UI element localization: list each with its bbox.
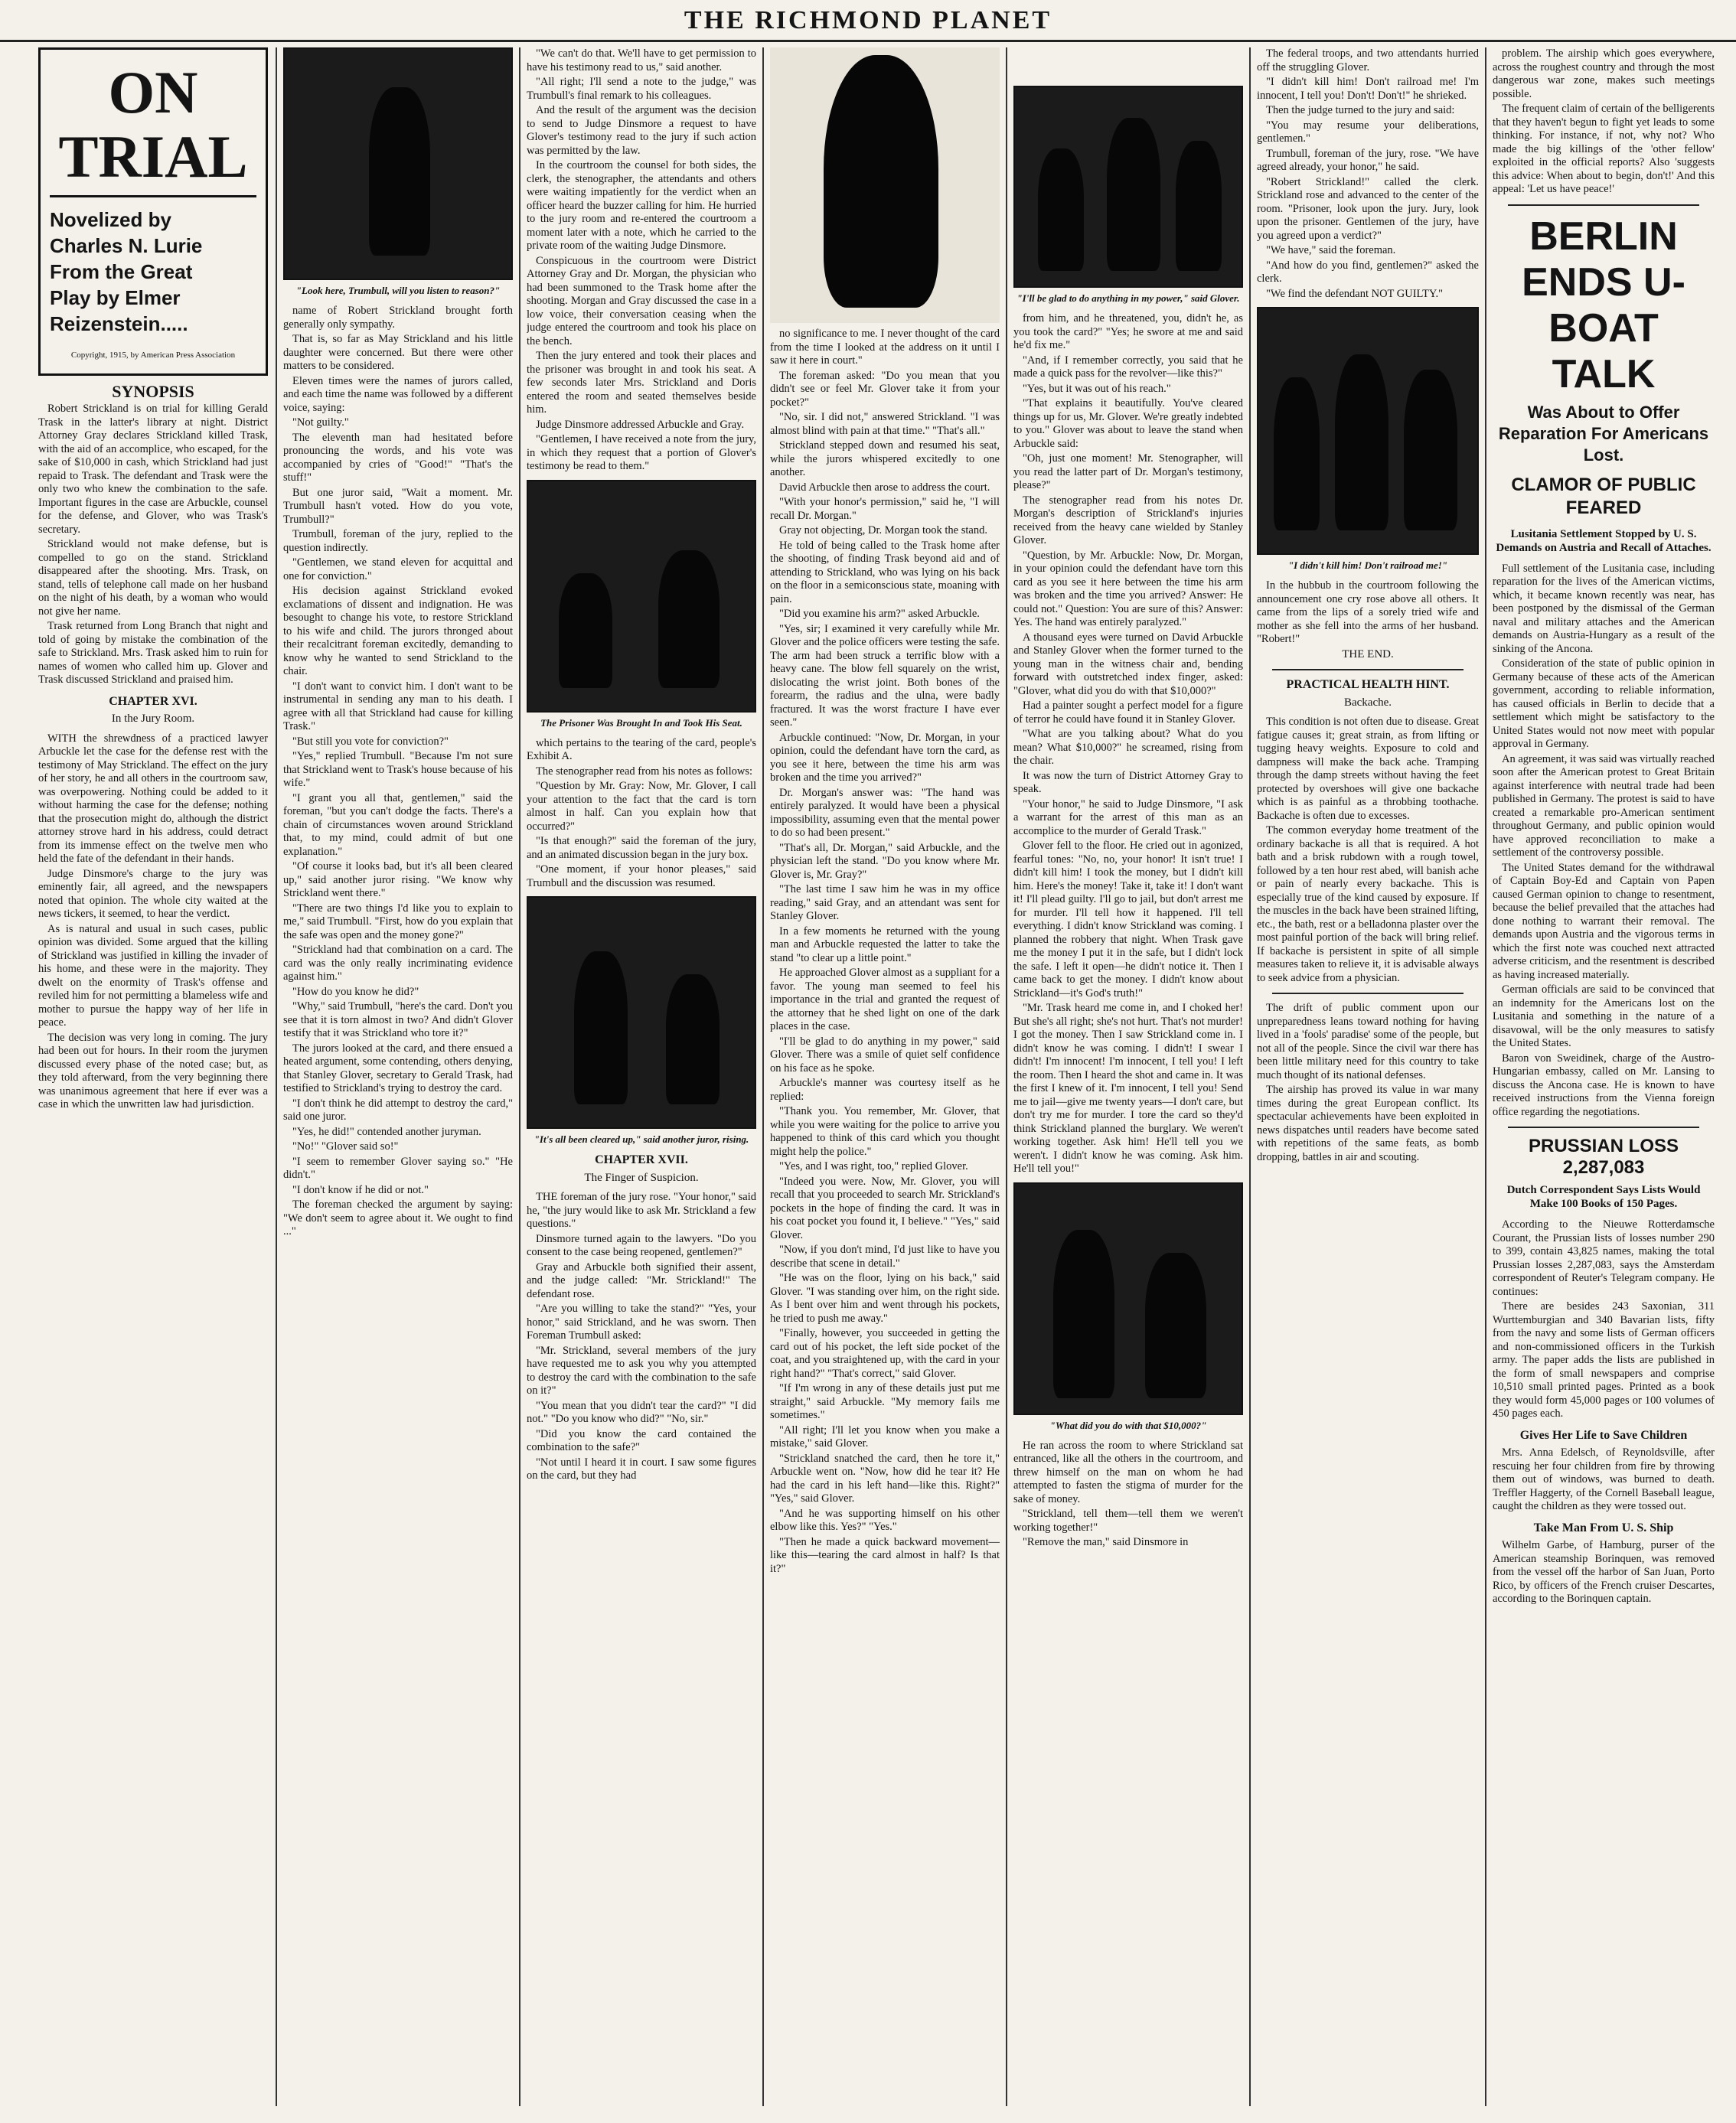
synopsis-paragraph: Robert Strickland is on trial for killing Gerald Trask in the latter's library at night. District Attorney Gray declares Strickland killed Trask, with the aid of an accomplice, who escaped, for the sake of $10,000 in cash, which Strickland had just repaid to Trask. The defendant and Trask were the only two who knew the combination to the safe. Important figures in the case are Arbuckle, counsel for the defense, and Glover, who was Trask's secretary. (38, 403, 268, 536)
photo-caption: The Prisoner Was Brought In and Took His Seat. (540, 716, 742, 729)
article-paragraph: "Of course it looks bad, but it's all been cleared up," said another juror rising. "We know why Strickland went there." (283, 860, 513, 899)
photo-caption: "Look here, Trumbull, will you listen to reason?" (295, 285, 501, 296)
serial-subtitle-line: From the Great (50, 260, 193, 283)
article-paragraph: "Mr. Trask heard me come in, and I choked her! But she's all right; she's not hurt. That's not murder! I got the money. Then I saw Strickland come in. I didn't know he was coming. I didn't! I swear I didn't! I'm innocent! I'm innocent, I tell you! I left the room. Then I heard the shot and came in. It was the first I knew of it. I'm innocent, I tell you! Send me to jail—give me twenty years—I don't care, but don't try me for murder. I tore the card so they'd think Strickland planned the burglary. We weren't working together. Ask him! He'll tell you we weren't. I didn't know he was coming. Ask him. He'll tell you!" (1013, 1002, 1243, 1175)
divider (1272, 669, 1464, 670)
column-4 (770, 47, 1000, 2106)
article-paragraph: from him, and he threatened, you, didn't he, as you took the card?" "Yes; he swore at me and said he'd fix me." (1013, 312, 1243, 351)
synopsis-heading: SYNOPSIS (112, 381, 194, 401)
article-paragraph: problem. The airship which goes everywhere, across the roughest country and through the most dangerous war zone, makes such meetings possible. (1493, 47, 1715, 100)
article-paragraph: "No, sir. I did not," answered Strickland. "I was almost blind with pain at that time." "That's all." (770, 411, 1000, 437)
article-paragraph: "I seem to remember Glover saying so." "He didn't." (283, 1155, 513, 1181)
article-paragraph: "Your honor," he said to Judge Dinsmore, "I ask a warrant for the arrest of this man as an accomplice to the murder of Gerald Trask." (1013, 797, 1243, 837)
article-paragraph: Baron von Sweidinek, charge of the Austro-Hungarian embassy, called on Mr. Lansing to discuss the Ancona case. He is known to have received instructions from the Vienna foreign office regarding the negotiations. (1493, 1052, 1715, 1118)
serial-subtitle-line: Play by Elmer (50, 286, 181, 309)
article-paragraph: He approached Glover almost as a suppliant for a favor. The young man seemed to feel his importance in the trial and granted the request of the attorney that he shed light on one of the dark places in the case. (770, 967, 1000, 1032)
witness-illustration (770, 47, 1000, 323)
article-paragraph: "Remove the man," said Dinsmore in (1023, 1536, 1189, 1548)
article-paragraph: But one juror said, "Wait a moment. Mr. Trumbull hasn't voted. How do you vote, Trumbull?" (283, 486, 513, 526)
article-paragraph: The common everyday home treatment of the ordinary backache is all that is required. A hot bath and a brisk rubdown with a rough towel, followed by a ten hour rest abed, will banish ache or pain of nearly every backache. This is especially true of the kind caused by exposure. If the muscles in the back have been strained lifting, etc., the bath, rest or a belladonna plaster over the most painful portion of the back will bring relief. If backache is persistent in spite of all simple measures taken to relieve it, it is advisable always to seek advice from a physician. (1257, 824, 1479, 984)
divider (1508, 1127, 1699, 1128)
article-paragraph: Then the jury entered and took their places and the prisoner was brought in and took his seat. A few seconds later Mrs. Strickland and Doris entered the room and seated themselves beside him. (527, 350, 756, 416)
figure-silhouette (658, 550, 720, 688)
article-paragraph: That is, so far as May Strickland and his little daughter were concerned. But there were other matters to be considered. (283, 333, 513, 372)
headline: PRUSSIAN LOSS 2,287,083 (1528, 1136, 1679, 1178)
figure-silhouette (1053, 1230, 1114, 1398)
verdict-photo (1257, 307, 1479, 555)
article-paragraph: The jurors looked at the card, and there ensued a heated argument, some contending, others denying, that Stanley Glover, secretary to Gerald Trask, had testified to Strickland's trying to destroy the card. (283, 1042, 513, 1094)
the-end-label: THE END. (1342, 647, 1394, 660)
column-rule (519, 47, 520, 2106)
article-paragraph: no significance to me. I never thought of the card from the time I looked at the address on it until I saw it here in court." (770, 328, 1000, 367)
chapter-paragraph: THE foreman of the jury rose. "Your honor," said he, "the jury would like to ask Mr. Strickland a few questions." (527, 1191, 756, 1230)
serial-subtitle-line: Novelized by (50, 208, 171, 231)
newspaper-name: THE RICHMOND PLANET (684, 6, 1052, 34)
article-paragraph: Had a painter sought a perfect model for a figure of terror he could have found it in Stanley Glover. (1013, 700, 1243, 726)
article-paragraph: "Question, by Mr. Arbuckle: Now, Dr. Morgan, in your opinion could the defendant have torn this card as you see it here between the time his arm was broken and the time you arrived? Answer: He could not." Question: You are sure of this? Answer: Yes. The hand was entirely paralyzed." (1013, 549, 1243, 628)
serial-title: ON TRIAL (50, 60, 256, 197)
headline-deck: CLAMOR OF PUBLIC FEARED (1511, 474, 1696, 518)
article-paragraph: "That's all, Dr. Morgan," said Arbuckle, and the physician left the stand. "Do you know where Mr. Glover is, Mr. Gray?" (770, 841, 1000, 881)
article-paragraph: "Thank you. You remember, Mr. Glover, that while you were waiting for the police to arrive you happened to think of this card which you thought might help the police." (770, 1105, 1000, 1158)
article-paragraph: "One moment, if your honor pleases," said Trumbull and the discussion was resumed. (527, 863, 756, 889)
article-paragraph: In a few moments he returned with the young man and Arbuckle requested the latter to take the stand "to clear up a little point." (770, 925, 1000, 964)
article-paragraph: The foreman checked the argument by saying: "We don't seem to agree about it. We ought to find ..." (283, 1198, 513, 1238)
article-paragraph: Trumbull, foreman of the jury, rose. "We have agreed already, your honor," he said. (1257, 147, 1479, 173)
article-paragraph: "I don't want to convict him. I don't want to be instrumental in sending any man to his death. I agree with all that Strickland had cause for killing Trask." (283, 680, 513, 732)
article-paragraph: "The last time I saw him he was in my office reading," said Gray, and an attendant was sent for Stanley Glover. (770, 883, 1000, 922)
article-paragraph: "And he was supporting himself on his other elbow like this. Yes?" "Yes." (770, 1507, 1000, 1533)
headline-deck: Was About to Offer Reparation For Americans Lost. (1498, 402, 1709, 465)
article-paragraph: Wilhelm Garbe, of Hamburg, purser of the American steamship Borinquen, was removed from the vessel off the harbor of San Juan, Porto Rico, by officers of the French cruiser Descartes, according to the Borinquen captain. (1493, 1539, 1715, 1605)
article-paragraph: Mrs. Anna Edelsch, of Reynoldsville, after rescuing her four children from fire by throwing them out of windows, was burned to death. Treffler Haggerty, of the Cornell Baseball league, caught the children as they were tossed out. (1493, 1446, 1715, 1512)
article-paragraph: "Is that enough?" said the foreman of the jury, and an animated discussion began in the jury box. (527, 835, 756, 861)
article-paragraph: "Did you examine his arm?" asked Arbuckle. (779, 608, 980, 620)
article-paragraph: "I didn't kill him! Don't railroad me! I'm innocent, I tell you! Don't! Don't!" he shrieked. (1257, 76, 1479, 102)
chapter-heading: CHAPTER XVI. (109, 694, 197, 708)
article-paragraph: In the courtroom the counsel for both sides, the clerk, the stenographer, the attendants and others were waiting impatiently for the verdict when an officer heard the buzzer calling for him. He hurried to the jury room and re-entered the courtroom a moment later with a note, which he carried to the private room of the waiting Judge Dinsmore. (527, 159, 756, 252)
article-paragraph: His decision against Strickland evoked exclamations of dissent and indignation. He was besought to change his vote, to restore Strickland to his wife and child. The jurors thronged about their recalcitrant foreman excitedly, demanding to know why he wanted to send Strickland to the chair. (283, 585, 513, 677)
article-paragraph: Then the judge turned to the jury and said: (1266, 104, 1455, 116)
article-paragraph: Strickland stepped down and resumed his seat, while the jurors whispered excitedly to one another. (770, 439, 1000, 478)
article-paragraph: The airship has proved its value in war many times during the great European conflict. Its spectacular achievements have been exploited in news dispatches until readers have become sated with repetitions of the same feats, as bomb dropping, battles in air and scouting. (1257, 1084, 1479, 1163)
article-paragraph: Conspicuous in the courtroom were District Attorney Gray and Dr. Morgan, the physician who had been summoned to the Trask home after the shooting. Morgan and Gray discussed the case in a low voice, their conversation ceasing when the judge entered the courtroom and took his place on the bench. (527, 254, 756, 347)
article-paragraph: Dr. Morgan's answer was: "The hand was entirely paralyzed. It would have been a physical impossibility, assuming even that the mental power to do so had been present." (770, 786, 1000, 839)
article-paragraph: "Question by Mr. Gray: Now, Mr. Glover, I call your attention to the fact that the card is torn almost in half. Can you explain how that occurred?" (527, 780, 756, 833)
chapter-subheading: The Finger of Suspicion. (584, 1171, 699, 1184)
chapter-subheading: In the Jury Room. (111, 713, 195, 725)
article-paragraph: "There are two things I'd like you to explain to me," said Trumbull. "First, how do you explain that the safe was open and the money gone?" (283, 902, 513, 941)
article-paragraph: David Arbuckle then arose to address the court. (779, 481, 990, 494)
figure-silhouette (1145, 1253, 1206, 1398)
figure-silhouette (1176, 141, 1222, 271)
article-paragraph: Gray not objecting, Dr. Morgan took the stand. (779, 524, 987, 536)
column-7 (1493, 47, 1715, 2106)
article-paragraph: "With your honor's permission," said he, "I will recall Dr. Morgan." (770, 496, 1000, 522)
article-paragraph: According to the Nieuwe Rotterdamsche Courant, the Prussian lists of losses number 290 to 399, contain 43,825 names, making the total Prussian losses 2,287,083, says the Amsterdam correspondent of Reuter's Telegram company. He continues: (1493, 1218, 1715, 1298)
article-paragraph: "We can't do that. We'll have to get permission to have his testimony read to us," said another. (527, 47, 756, 73)
figure-silhouette (1038, 148, 1084, 271)
article-paragraph: "No!" "Glover said so!" (292, 1140, 399, 1153)
article-paragraph: "Strickland snatched the card, then he tore it," Arbuckle went on. "Now, how did he tear it? He had the card in his left hand—like this. Right?" "Yes," said Glover. (770, 1452, 1000, 1505)
chapter-paragraph: "Not until I heard it in court. I saw some figures on the card, but they had (527, 1456, 756, 1482)
article-paragraph: Glover fell to the floor. He cried out in agonized, fearful tones: "No, no, your honor! It isn't true! I didn't kill him! I took the money, but I didn't kill him. Here's the money! Take it, take it! I don't want it! I'll plead guilty. I'll go to jail, but don't arrest me for murder. I'll tell how it happened. I'll tell everything. I didn't know Strickland was coming. I planned the robbery that night. When Trask gave me the money I put it in the safe, but I didn't lock the safe. I left it open—he didn't notice it. Then I came back to get the money. I didn't know about Strickland—it's God's truth!" (1013, 840, 1243, 1000)
photo-caption: "It's all been cleared up," said another juror, rising. (534, 1133, 749, 1145)
headline-deck: Lusitania Settlement Stopped by U. S. Demands on Austria and Recall of Attaches. (1496, 527, 1712, 554)
chapter-paragraph: As is natural and usual in such cases, public opinion was divided. Some argued that the killing of Strickland was justified in killing the invader of his home, and these were in the majority. They dwelt on the enormity of Trask's offense and reviled him for not permitting a blameless wife and mother to pursue the happy way of her life in peace. (38, 922, 268, 1029)
brief-heading: Gives Her Life to Save Children (1519, 1428, 1688, 1442)
article-paragraph: "What are you talking about? What do you mean? What $10,000?" he screamed, rising from the chair. (1013, 728, 1243, 767)
figure-silhouette (824, 55, 938, 308)
article-paragraph: "Not guilty." (292, 416, 349, 429)
column-1 (38, 47, 268, 2106)
article-paragraph: The federal troops, and two attendants hurried off the struggling Glover. (1257, 47, 1479, 73)
article-paragraph: Consideration of the state of public opinion in Germany because of these acts of the American government, according to reliable information, has caused officials in Berlin to decide that a settlement which might be satisfactory to the United States would not now meet with popular approval in Germany. (1493, 657, 1715, 750)
column-rule (1485, 47, 1486, 2106)
article-paragraph: "Strickland had that combination on a card. The card was the only really incriminating evidence against him." (283, 944, 513, 983)
courtroom-photo (1013, 86, 1243, 288)
brief-heading: Take Man From U. S. Ship (1533, 1521, 1674, 1534)
article-paragraph: The United States demand for the withdrawal of Captain Boy-Ed and Captain von Papen caused German opinion to change to resentment, because the belief prevailed that the attaches had done nothing to warrant their removal. The demands upon Austria and the vigorous terms in which the first note was couched next attracted adverse criticism, and the resentment is described as having increased materially. (1493, 861, 1715, 981)
article-paragraph: Arbuckle continued: "Now, Dr. Morgan, in your opinion, could the defendant have torn the card, as you see it here, between the time his arm was broken and the time you arrived?" (770, 731, 1000, 784)
chapter-paragraph: "Mr. Strickland, several members of the jury have requested me to ask you why you attempted to destroy the card with the combination to the safe on it?" (527, 1344, 756, 1397)
article-paragraph: "He was on the floor, lying on his back," said Glover. "I was standing over him, on the right side. As I bent over him and went through his pockets, he tried to push me away." (770, 1272, 1000, 1325)
figure-silhouette (1107, 118, 1160, 271)
serial-subtitle-line: Reizenstein..... (50, 312, 188, 335)
article-paragraph: The stenographer read from his notes Dr. Morgan's description of Strickland's injuries received from the heavy cane wielded by Stanley Glover. (1013, 494, 1243, 546)
photo-caption: "I'll be glad to do anything in my power," said Glover. (1016, 292, 1240, 304)
courtroom-photo (527, 480, 756, 713)
article-paragraph: "Yes, he did!" contended another juryman. (292, 1125, 481, 1138)
column-3 (527, 47, 756, 2106)
article-paragraph: "Strickland, tell them—tell them we weren't working together!" (1013, 1508, 1243, 1534)
column-rule (276, 47, 277, 2106)
article-paragraph: "But still you vote for conviction?" (292, 735, 449, 748)
article-paragraph: "Yes, and I was right, too," replied Glover. (779, 1160, 968, 1172)
headline-deck: Dutch Correspondent Says Lists Would Make 100 Books of 150 Pages. (1506, 1184, 1701, 1210)
figure-silhouette (666, 974, 720, 1104)
article-paragraph: "And how do you find, gentlemen?" asked the clerk. (1257, 259, 1479, 285)
article-paragraph: "Yes, but it was out of his reach." (1023, 382, 1171, 395)
article-paragraph: "I grant you all that, gentlemen," said the foreman, "but you can't dodge the facts. There's a chain of circumstances woven around Strickland that, to my mind, could admit of but one explanation." (283, 791, 513, 858)
article-paragraph: Eleven times were the names of jurors called, and each time the name was followed by a different voice, saying: (283, 374, 513, 414)
illustration-photo (283, 47, 513, 280)
synopsis-paragraph: Strickland would not make defense, but is compelled to go on the stand. Strickland disappeared after the shooting. Mrs. Trask, on stand, tells of telephone call made on her husband on the night of his death, by a woman who would not give her name. (38, 538, 268, 618)
article-paragraph: "That explains it beautifully. You've cleared things up for us, Mr. Glover. We're greatly indebted to you." Glover was about to leave the stand when Arbuckle said: (1013, 397, 1243, 450)
article-paragraph: He ran across the room to where Strickland sat entranced, like all the others in the courtroom, and threw himself on the man on whom he had attempted to fasten the stigma of murder for the sake of money. (1013, 1439, 1243, 1505)
article-paragraph: "If I'm wrong in any of these details just put me straight," said Arbuckle. "My memory fails me sometimes." (770, 1382, 1000, 1421)
article-paragraph: "I don't think he did attempt to destroy the card," said one juror. (283, 1097, 513, 1123)
divider (1508, 204, 1699, 206)
article-paragraph: The frequent claim of certain of the belligerents that they haven't begun to fight yet leads to some thinking. For instance, if not, why not? Who made the big killings of the 'other fellow' exploited in the official reports? Also 'suggests this advice: When about to begin, don't!' And this appeal: 'Let us have peace!' (1493, 103, 1715, 195)
article-paragraph: An agreement, it was said was virtually reached soon after the American protest to Great Britain against interference with neutral trade had been published in Germany. The protest is said to have created a remarkable pro-American sentiment throughout Germany, and public opinion would have approved reconciliation to make a settlement of the controversy possible. (1493, 752, 1715, 859)
article-paragraph: "You may resume your deliberations, gentlemen." (1257, 119, 1479, 145)
article-paragraph: "Now, if you don't mind, I'd just like to have you describe that scene in detail." (770, 1244, 1000, 1270)
article-paragraph: "How do you know he did?" (292, 985, 419, 998)
column-rule (1249, 47, 1251, 2106)
article-paragraph: "We have," said the foreman. (1266, 244, 1396, 256)
article-paragraph: Trumbull, foreman of the jury, replied to the question indirectly. (283, 528, 513, 554)
article-paragraph: There are besides 243 Saxonian, 311 Wurttemburgian and 340 Bavarian lists, fifty from the navy and some lists of German officers and non-commissioned officers in the Turkish army. The paper adds the lists are published in the form of small newspapers and comprise 10,510 small printed pages. Printed as a book they would form 45,000 pages or 100 volumes of 450 pages each. (1493, 1300, 1715, 1420)
article-paragraph: "Robert Strickland!" called the clerk. Strickland rose and advanced to the center of the room. "Prisoner, look upon the jury. Jury, look upon the prisoner. Gentlemen of the jury, have you agreed upon a verdict?" (1257, 175, 1479, 242)
health-subheading: Backache. (1343, 696, 1392, 709)
column-rule (1006, 47, 1007, 2106)
synopsis-paragraph: Trask returned from Long Branch that night and told of going by mistake the combination of the safe to Strickland. Mrs. Trask asked him to ruin for names of women who called him up. Glover and Trask discussed Strickland and praised him. (38, 620, 268, 686)
article-paragraph: The drift of public comment upon our unpreparedness leans toward nothing for having lived in a 'fools' paradise' some of the people, but not all of the people. Since the civil war there has been little military need for this country to take much thought of its national defenses. (1257, 1002, 1479, 1081)
chapter-paragraph: Judge Dinsmore's charge to the jury was eminently fair, all agreed, and the newspapers noted that opinion. The whole city waited at the news tickers, it seemed, to hear the verdict. (38, 867, 268, 920)
article-paragraph: "Then he made a quick backward movement—like this—tearing the card almost in half? Is that it?" (770, 1535, 1000, 1575)
headline: BERLIN ENDS U-BOAT TALK (1522, 214, 1685, 396)
article-paragraph: The eleventh man had hesitated before pronouncing the words, and his vote was accompanied by cries of "Good!" "That's the stuff!" (283, 431, 513, 484)
figure-silhouette (559, 573, 612, 688)
article-paragraph: "Yes, sir; I examined it very carefully while Mr. Glover and the police officers were testing the safe. The arm had been struck a terrific blow with a heavy cane. The blow fell squarely on the wrist, dislocating the wrist joint. Both bones of the forearm, the radius and the ulna, were badly fractured. It was the worst fracture I have ever seen." (770, 622, 1000, 729)
article-paragraph: It was now the turn of District Attorney Gray to speak. (1013, 769, 1243, 795)
chapter-paragraph: Dinsmore turned again to the lawyers. "Do you consent to the case being reopened, gentlemen?" (527, 1232, 756, 1258)
article-paragraph: "I'll be glad to do anything in my power," said Glover. There was a smile of quiet self confidence on his face as he spoke. (770, 1035, 1000, 1075)
column-5 (1013, 47, 1243, 2106)
health-heading: PRACTICAL HEALTH HINT. (1286, 678, 1450, 691)
chapter-heading: CHAPTER XVII. (595, 1153, 688, 1166)
article-paragraph: "All right; I'll let you know when you make a mistake," said Glover. (770, 1423, 1000, 1450)
divider (1272, 993, 1464, 994)
column-2 (283, 47, 513, 2106)
article-paragraph: "Indeed you were. Now, Mr. Glover, you will recall that you proceeded to search Mr. Strickland's pockets in the hope of finding the card. It was in his coat pocket you found it, I believe." "Yes," said Glover. (770, 1175, 1000, 1241)
jury-photo (527, 896, 756, 1129)
figure-silhouette (574, 951, 628, 1104)
article-paragraph: He told of being called to the Trask home after the shooting, of finding Trask beyond aid and of attending to Strickland, who was lying on his back on the floor in a semiconscious state, moaning with pain. (770, 539, 1000, 605)
masthead (0, 0, 1736, 42)
photo-caption: "I didn't kill him! Don't railroad me!" (1287, 559, 1448, 571)
article-paragraph: Judge Dinsmore addressed Arbuckle and Gray. (536, 418, 745, 431)
article-paragraph: "All right; I'll send a note to the judge," was Trumbull's final remark to his colleagues. (527, 76, 756, 102)
chapter-paragraph: The decision was very long in coming. The jury had been out for hours. In their room the jurymen discussed every phase of the noted case; but, as they told afterward, from the very beginning there was unanimous agreement that here if ever was a case in which the unwritten law had jurisdiction. (38, 1031, 268, 1110)
article-paragraph: "I don't know if he did or not." (292, 1183, 429, 1196)
serial-title-box (38, 47, 268, 376)
copyright-line: Copyright, 1915, by American Press Association (70, 351, 236, 360)
article-paragraph: "Gentlemen, I have received a note from the jury, in which they request that a portion of Glover's testimony be read to them." (527, 433, 756, 472)
figure-silhouette (1335, 354, 1388, 530)
article-paragraph: "Yes," replied Trumbull. "Because I'm not sure that Strickland went to Trask's house because of his wife." (283, 750, 513, 789)
article-paragraph: Arbuckle's manner was courtesy itself as he replied: (770, 1077, 1000, 1103)
article-paragraph: "Gentlemen, we stand eleven for acquittal and one for conviction." (283, 556, 513, 582)
article-paragraph: Full settlement of the Lusitania case, including reparation for the lives of the American victims, which, it became known recently was near, has been postponed by the dismissal of the German naval and military attaches and the American demands on Austria-Hungary as a result of the sinking of the Ancona. (1493, 562, 1715, 655)
article-paragraph: The stenographer read from his notes as follows: (536, 765, 753, 778)
article-paragraph: And the result of the argument was the decision to send to Judge Dinsmore a request to have Glover's testimony read to the jury if such action was permitted by the law. (527, 104, 756, 157)
column-6 (1257, 47, 1479, 2106)
article-paragraph: In the hubbub in the courtroom following the announcement one cry rose above all others. It came from the lips of a sorely tried wife and mother as she fell into the arms of her husband. "Robert!" (1257, 579, 1479, 645)
article-paragraph: German officials are said to be convinced that an indemnity for the Americans lost on the Lusitania and something in the nature of a disavowal, will be the only measures to satisfy the United States. (1493, 983, 1715, 1049)
article-paragraph: "We find the defendant NOT GUILTY." (1266, 287, 1444, 300)
figure-silhouette (1404, 370, 1457, 530)
column-rule (762, 47, 764, 2106)
article-paragraph: A thousand eyes were turned on David Arbuckle and Stanley Glover when the former turned to the young man in the witness chair and, bending forward with outstretched index finger, asked: "Glover, what did you do with that $10,000?" (1013, 631, 1243, 697)
confrontation-photo (1013, 1182, 1243, 1415)
chapter-paragraph: "Are you willing to take the stand?" "Yes, your honor," said Strickland, and he was sworn. Then Foreman Trumbull asked: (527, 1303, 756, 1342)
article-paragraph: "And, if I remember correctly, you said that he made a quick pass for the revolver—like this?" (1013, 354, 1243, 380)
serial-subtitle-line: Charles N. Lurie (50, 234, 203, 257)
figure-silhouette (369, 87, 430, 256)
article-paragraph: which pertains to the tearing of the card, people's Exhibit A. (527, 736, 756, 762)
chapter-paragraph: Gray and Arbuckle both signified their assent, and the judge called: "Mr. Strickland!" The defendant rose. (527, 1260, 756, 1300)
chapter-paragraph: "Did you know the card contained the combination to the safe?" (527, 1427, 756, 1453)
chapter-paragraph: WITH the shrewdness of a practiced lawyer Arbuckle let the case for the defense rest with the testimony of May Strickland. The effect on the jury of her story, he and all others in the courtroom saw, was overpowering. Nothing could be added to it without harming the case for the defense; nothing that the prosecution might do, although the district attorney strove hard in his address, could detract from its immense effect on the twelve men who held the fate of the defendant in their hands. (38, 732, 268, 865)
photo-caption: "What did you do with that $10,000?" (1049, 1419, 1207, 1431)
chapter-paragraph: "You mean that you didn't tear the card?" "I did not." "Do you know who did?" "No, sir." (527, 1399, 756, 1425)
article-paragraph: This condition is not often due to disease. Great fatigue causes it; great strain, as from lifting or tugging heavy weights. Exposure to cold and dampness will make the back ache. Tramping through the damp streets without having the feet protected by overshoes will give one backache which is as painful as a throbbing toothache. Backache is often due to excesses. (1257, 716, 1479, 822)
article-paragraph: "Oh, just one moment! Mr. Stenographer, will you read the latter part of Dr. Morgan's testimony, please?" (1013, 452, 1243, 491)
article-paragraph: "Finally, however, you succeeded in getting the card out of his pocket, the left side pocket of the coat, and you straightened up, with the card in your right hand?" "That's correct," said Glover. (770, 1327, 1000, 1380)
article-paragraph: name of Robert Strickland brought forth generally only sympathy. (283, 305, 513, 331)
figure-silhouette (1274, 377, 1320, 530)
article-paragraph: The foreman asked: "Do you mean that you didn't see or feel Mr. Glover take it from your pocket?" (770, 369, 1000, 409)
article-paragraph: "Why," said Trumbull, "here's the card. Don't you see that it is torn almost in two? And didn't Glover testify that it was Strickland who tore it?" (283, 1000, 513, 1039)
